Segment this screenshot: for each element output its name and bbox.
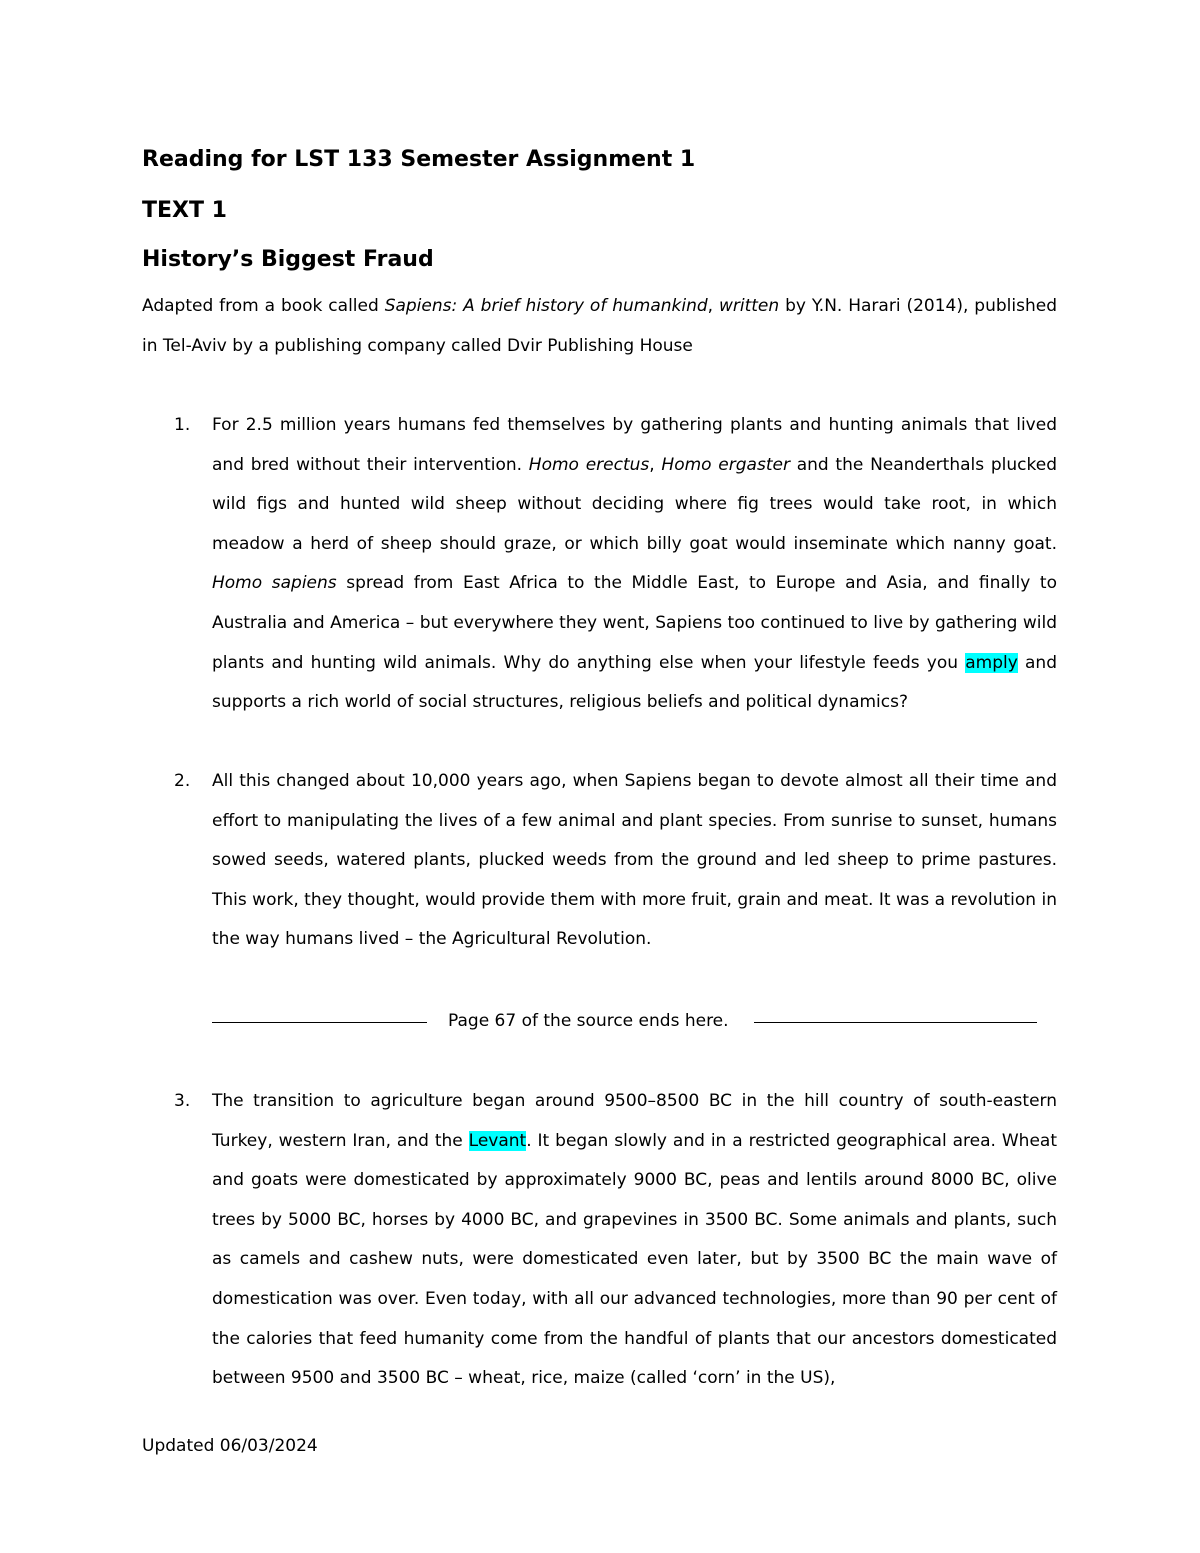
item-1-part-5: and supports a rich world of social structures, religious beliefs and political dynamics? xyxy=(212,652,1057,713)
item-1-part-2: , xyxy=(649,454,662,475)
item-1-part-4: spread from East Africa to the Middle East, to Europe and Asia, and finally to Australia and America – but everywhere they went, Sapiens too continued to live by gathering wild plants and hunting wild animals. Why do anything else when your lifestyle feeds you xyxy=(212,573,1057,673)
source-prefix: Adapted from a book called xyxy=(142,296,385,316)
list-item-text: All this changed about 10,000 years ago, when Sapiens began to devote almost all their time and effort to manipulating the lives of a few animal and plant species. From sunrise to sunset, humans sowed seeds, watered plants, plucked weeds from the ground and led sheep to prime pastures. This work, they thought, would provide them with more fruit, grain and meat. It was a revolution in the way humans lived – the Agricultural Revolution. xyxy=(212,771,1057,950)
highlighted-word-levant: Levant xyxy=(468,1130,527,1151)
list-item-number: 3. xyxy=(174,1091,191,1111)
source-suffix: by Y.N. Harari (2014), published in Tel-Aviv by a publishing company called Dvir Publishing House xyxy=(142,296,1057,356)
source-book-title: Sapiens: A brief history of humankind xyxy=(384,296,708,316)
item-3-part-2: . It began slowly and in a restricted geographical area. Wheat and goats were domesticated by approximately 9000 BC, peas and lentils around 8000 BC, olive trees by 5000 BC, horses by 4000 BC, and grapevines in 3500 BC. Some animals and plants, such as camels and cashew nuts, were domesticated even later, but by 3500 BC the main wave of domestication was over. Even today, with all our advanced technologies, more than 90 per cent of the calories that feed humanity come from the handful of plants that our ancestors domesticated between 9500 and 3500 BC – wheat, rice, maize (called ‘corn’ in the US), xyxy=(212,1130,1057,1389)
item-1-emphasis-1: Homo erectus xyxy=(528,454,650,475)
source-written: written xyxy=(718,296,780,316)
item-1-emphasis-2: Homo ergaster xyxy=(661,454,790,475)
page-break-divider xyxy=(212,1002,1037,1042)
item-1-part-1: For 2.5 million years humans fed themselves by gathering plants and hunting animals that lived and bred without their intervention. xyxy=(212,415,1057,475)
list-item-number: 2. xyxy=(174,771,191,791)
list-item-text xyxy=(212,406,1057,723)
item-3-part-1: The transition to agriculture began around 9500–8500 BC in the hill country of south-eastern Turkey, western Iran, and the xyxy=(212,1091,1057,1151)
source-citation xyxy=(142,287,1057,366)
article-title: History’s Biggest Fraud xyxy=(142,247,434,272)
page-break-note: Page 67 of the source ends here. xyxy=(448,1011,729,1031)
list-item-number: 1. xyxy=(174,415,191,435)
divider-line-right xyxy=(754,1022,1037,1023)
item-1-emphasis-3: Homo sapiens xyxy=(212,573,337,594)
source-middle: , xyxy=(707,296,719,316)
footer-updated-date: Updated 06/03/2024 xyxy=(142,1436,318,1456)
list-item-text xyxy=(212,1082,1057,1399)
highlighted-word-amply: amply xyxy=(965,652,1018,673)
text-label: TEXT 1 xyxy=(142,198,227,223)
document-title: Reading for LST 133 Semester Assignment 1 xyxy=(142,147,696,172)
divider-line-left xyxy=(212,1022,427,1023)
item-1-part-3: and the Neanderthals plucked wild figs and hunted wild sheep without deciding where fig trees would take root, in which meadow a herd of sheep should graze, or which billy goat would inseminate which nanny goat. xyxy=(212,454,1057,554)
